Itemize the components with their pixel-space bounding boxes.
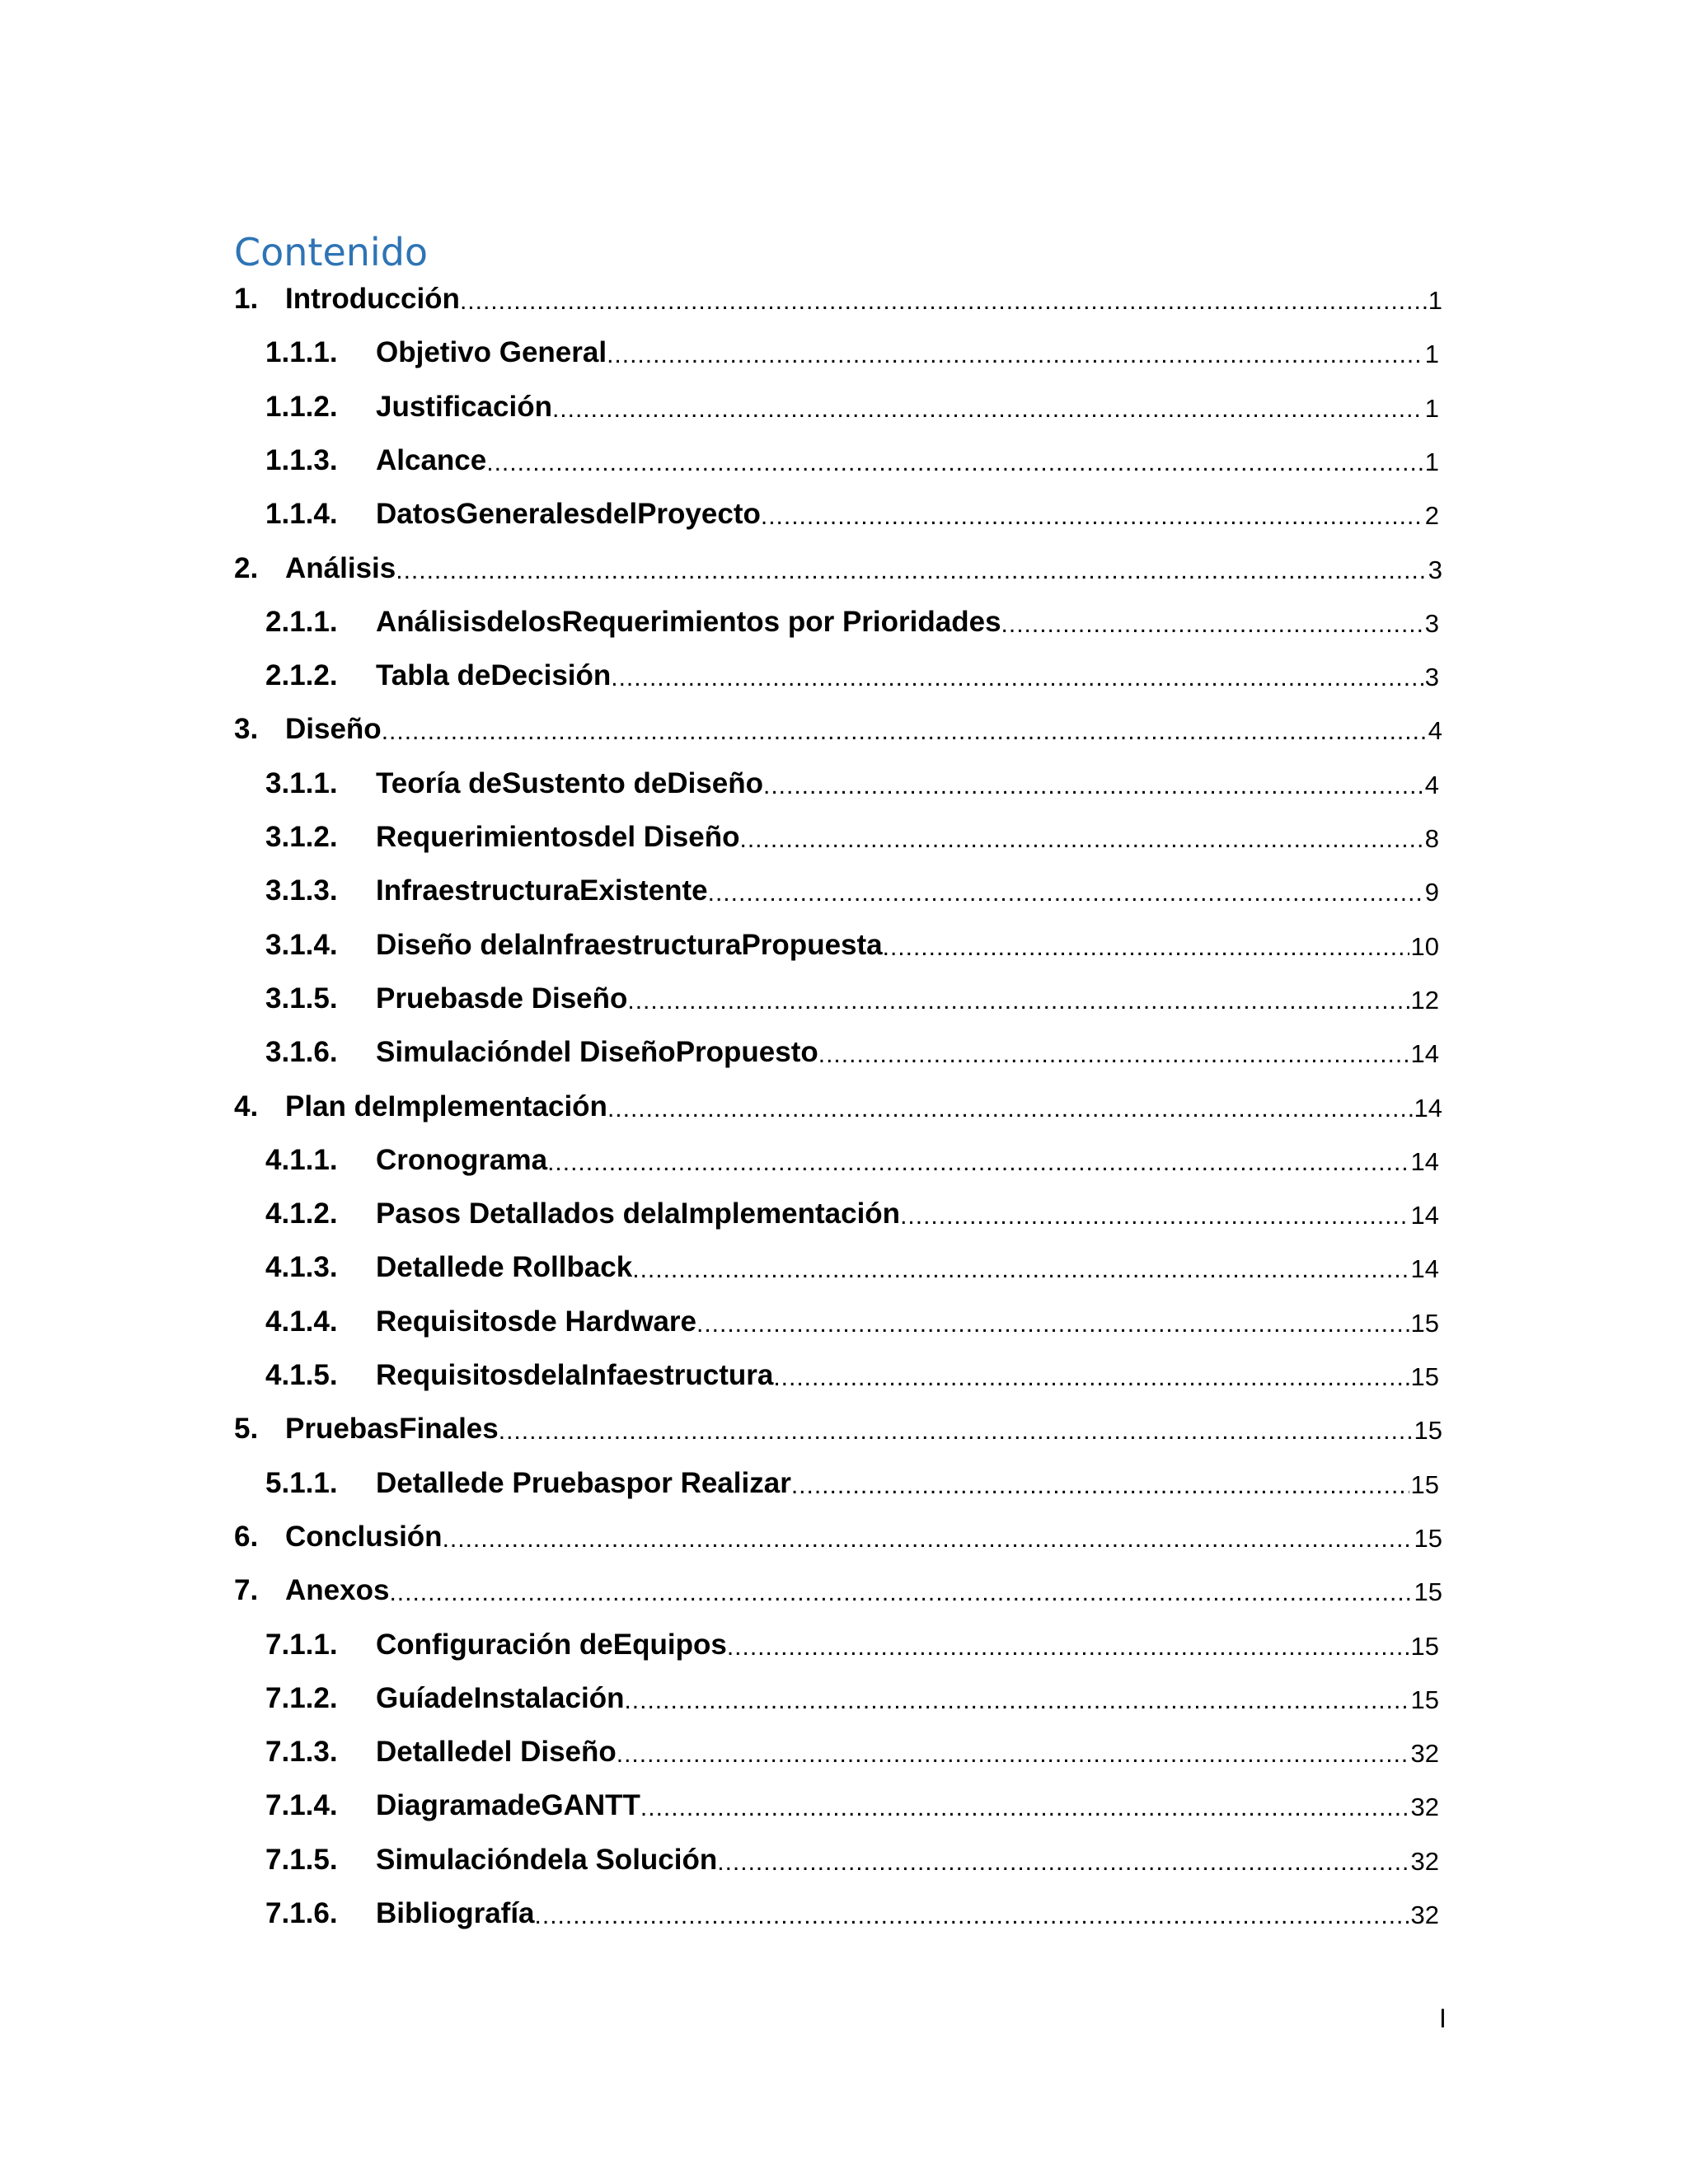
toc-entry[interactable] — [234, 709, 1442, 750]
toc-dot-leader — [382, 714, 1427, 750]
toc-entry-page: 1 — [1424, 393, 1439, 423]
toc-entry-page: 14 — [1414, 1093, 1442, 1122]
toc-dot-leader — [607, 337, 1423, 373]
toc-entry-title: Cronograma — [376, 1143, 548, 1176]
toc-entry[interactable] — [234, 548, 1442, 589]
toc-entry-number: 7. — [234, 1574, 259, 1607]
toc-entry-page: 1 — [1428, 286, 1442, 315]
toc-entry[interactable] — [265, 870, 1439, 912]
toc-entry-number: 7.1.6. — [265, 1897, 338, 1929]
toc-dot-leader — [761, 499, 1423, 535]
toc-entry-title: Tabla deDecisión — [376, 659, 612, 692]
toc-entry[interactable] — [265, 1301, 1439, 1343]
toc-entry[interactable] — [265, 1732, 1439, 1773]
toc-entry-page: 32 — [1410, 1900, 1439, 1929]
toc-entry-page: 14 — [1410, 1039, 1439, 1069]
toc-entry-page: 32 — [1410, 1793, 1439, 1822]
toc-entry[interactable] — [265, 602, 1439, 643]
toc-entry[interactable] — [234, 279, 1442, 320]
toc-entry-page: 15 — [1414, 1577, 1442, 1607]
toc-title: Contenido — [234, 230, 429, 274]
toc-entry[interactable] — [265, 925, 1439, 966]
toc-entry-page: 15 — [1410, 1469, 1439, 1499]
toc-entry[interactable] — [265, 1840, 1439, 1881]
toc-entry-title: Detalledel Diseño — [376, 1736, 617, 1769]
toc-entry[interactable] — [265, 1355, 1439, 1396]
toc-entry-page: 3 — [1424, 608, 1439, 638]
toc-entry-number: 2. — [234, 551, 259, 584]
toc-entry-page: 10 — [1410, 931, 1439, 961]
toc-entry-number: 3.1.2. — [265, 821, 338, 853]
toc-entry-number: 7.1.1. — [265, 1628, 338, 1661]
toc-entry-title: Justificación — [376, 390, 552, 423]
toc-entry-title: Objetivo General — [376, 336, 607, 369]
toc-entry-title: Conclusión — [285, 1520, 443, 1553]
toc-entry-page: 2 — [1424, 501, 1439, 531]
toc-entry-number: 3.1.4. — [265, 928, 338, 961]
toc-dot-leader — [611, 660, 1423, 696]
toc-entry-title: PruebasFinales — [285, 1413, 499, 1446]
toc-dot-leader — [763, 768, 1423, 804]
toc-dot-leader — [396, 553, 1427, 589]
toc-dot-leader — [627, 983, 1409, 1019]
toc-entry-number: 1.1.3. — [265, 443, 338, 476]
toc-entry[interactable] — [265, 1247, 1439, 1288]
toc-dot-leader — [773, 1360, 1409, 1396]
toc-dot-leader — [547, 1145, 1409, 1181]
toc-entry-title: RequisitosdelaInfaestructura — [376, 1359, 774, 1391]
toc-entry-page: 15 — [1410, 1685, 1439, 1714]
toc-dot-leader — [486, 445, 1423, 481]
toc-entry-title: Simulacióndel DiseñoPropuesto — [376, 1036, 818, 1069]
toc-entry-title: GuíadeInstalación — [376, 1681, 625, 1714]
toc-entry[interactable] — [234, 1086, 1442, 1127]
toc-dot-leader — [535, 1898, 1409, 1934]
toc-entry[interactable] — [265, 440, 1439, 481]
toc-entry-number: 1.1.1. — [265, 336, 338, 369]
toc-dot-leader — [717, 1844, 1409, 1881]
toc-entry-title: Configuración deEquipos — [376, 1628, 727, 1661]
toc-entry-page: 1 — [1424, 447, 1439, 476]
toc-entry-title: DatosGeneralesdelProyecto — [376, 498, 761, 531]
toc-entry-number: 1.1.2. — [265, 390, 338, 423]
toc-entry-title: Detallede Rollback — [376, 1251, 633, 1284]
toc-entry[interactable] — [265, 1193, 1439, 1235]
toc-entry-page: 14 — [1410, 1146, 1439, 1176]
toc-entry-page: 12 — [1410, 985, 1439, 1015]
toc-entry-number: 1. — [234, 283, 259, 315]
toc-dot-leader — [389, 1575, 1412, 1611]
toc-entry[interactable] — [265, 387, 1439, 428]
toc-entry-page: 1 — [1424, 340, 1439, 369]
toc-dot-leader — [739, 822, 1423, 858]
toc-entry-page: 8 — [1424, 824, 1439, 853]
toc-entry-number: 4.1.2. — [265, 1197, 338, 1230]
toc-entry-number: 4.1.3. — [265, 1251, 338, 1284]
toc-dot-leader — [727, 1629, 1409, 1666]
toc-entry-title: InfraestructuraExistente — [376, 874, 708, 907]
toc-entry[interactable] — [265, 1678, 1439, 1719]
toc-entry-number: 3.1.6. — [265, 1036, 338, 1069]
toc-dot-leader — [632, 1252, 1409, 1288]
toc-entry-number: 4. — [234, 1090, 259, 1122]
toc-entry-title: Requisitosde Hardware — [376, 1305, 696, 1338]
toc-entry-number: 2.1.2. — [265, 659, 338, 692]
toc-entry[interactable] — [265, 332, 1439, 373]
toc-entry-number: 3.1.5. — [265, 982, 338, 1015]
toc-entry[interactable] — [265, 1785, 1439, 1826]
toc-entry-number: 7.1.4. — [265, 1789, 338, 1822]
toc-dot-leader — [640, 1790, 1409, 1826]
toc-entry[interactable] — [265, 1463, 1439, 1504]
toc-entry[interactable] — [265, 1624, 1439, 1666]
toc-dot-leader — [900, 1198, 1409, 1235]
toc-entry-title: Pruebasde Diseño — [376, 982, 628, 1015]
toc-entry-title: Pasos Detallados delaImplementación — [376, 1197, 901, 1230]
toc-entry-number: 7.1.2. — [265, 1681, 338, 1714]
toc-entry-page: 3 — [1424, 663, 1439, 692]
toc-entry-page: 4 — [1428, 716, 1442, 746]
toc-entry-number: 1.1.4. — [265, 498, 338, 531]
toc-entry-page: 9 — [1424, 878, 1439, 907]
toc-dot-leader — [617, 1736, 1409, 1773]
toc-entry[interactable] — [234, 1570, 1442, 1611]
page-number: I — [1439, 2004, 1447, 2033]
toc-dot-leader — [499, 1413, 1413, 1450]
toc-entry-number: 4.1.4. — [265, 1305, 338, 1338]
toc-entry-title: Anexos — [285, 1574, 390, 1607]
toc-entry[interactable] — [265, 1140, 1439, 1181]
toc-dot-leader — [443, 1521, 1413, 1558]
toc-dot-leader — [1001, 607, 1423, 643]
toc-dot-leader — [607, 1091, 1413, 1127]
toc-entry-page: 15 — [1410, 1362, 1439, 1391]
toc-entry-number: 7.1.3. — [265, 1736, 338, 1769]
toc-entry-number: 5.1.1. — [265, 1466, 338, 1499]
toc-entry-page: 4 — [1424, 770, 1439, 799]
toc-entry-title: DiagramadeGANTT — [376, 1789, 640, 1822]
toc-entry-page: 3 — [1428, 555, 1442, 584]
toc-entry-number: 2.1.1. — [265, 605, 338, 638]
toc-entry-title: AnálisisdelosRequerimientos por Prioridades — [376, 605, 1001, 638]
toc-entry[interactable] — [265, 978, 1439, 1019]
toc-entry[interactable] — [265, 1893, 1439, 1934]
toc-entry[interactable] — [265, 1032, 1439, 1073]
toc-entry[interactable] — [265, 763, 1439, 804]
toc-entry-title: Diseño — [285, 713, 382, 746]
toc-entry-number: 3.1.3. — [265, 874, 338, 907]
toc-dot-leader — [696, 1306, 1409, 1343]
toc-dot-leader — [791, 1468, 1409, 1504]
toc-dot-leader — [624, 1683, 1409, 1719]
toc-entry-page: 14 — [1410, 1254, 1439, 1284]
toc-entry-number: 3.1.1. — [265, 766, 338, 799]
toc-entry-title: Introducción — [285, 283, 460, 315]
toc-entry-title: Requerimientosdel Diseño — [376, 821, 740, 853]
toc-dot-leader — [708, 875, 1423, 912]
toc-entry-title: Plan deImplementación — [285, 1090, 607, 1122]
toc-entry-title: Diseño delaInfraestructuraPropuesta — [376, 928, 883, 961]
toc-entry-page: 32 — [1410, 1739, 1439, 1769]
toc-entry-page: 32 — [1410, 1846, 1439, 1876]
toc-entry-title: Detallede Pruebaspor Realizar — [376, 1466, 791, 1499]
toc-dot-leader — [883, 930, 1409, 966]
toc-entry-page: 15 — [1410, 1308, 1439, 1338]
toc-entry[interactable] — [265, 817, 1439, 858]
toc-entry-title: Análisis — [285, 551, 396, 584]
toc-entry-page: 15 — [1414, 1416, 1442, 1446]
toc-entry-number: 7.1.5. — [265, 1843, 338, 1876]
toc-entry[interactable] — [265, 494, 1439, 535]
toc-entry-title: Alcance — [376, 443, 487, 476]
toc-entry-number: 5. — [234, 1413, 259, 1446]
toc-entry-page: 14 — [1410, 1201, 1439, 1230]
toc-entry[interactable] — [265, 655, 1439, 696]
toc-entry-number: 3. — [234, 713, 259, 746]
toc-entry-number: 4.1.5. — [265, 1359, 338, 1391]
toc-dot-leader — [818, 1037, 1409, 1073]
toc-entry-title: Bibliografía — [376, 1897, 535, 1929]
toc-entry-number: 6. — [234, 1520, 259, 1553]
toc-entry-page: 15 — [1410, 1631, 1439, 1661]
toc-entry-page: 15 — [1414, 1523, 1442, 1553]
toc-entry-number: 4.1.1. — [265, 1143, 338, 1176]
toc-entry[interactable] — [234, 1516, 1442, 1558]
toc-dot-leader — [552, 391, 1423, 428]
toc-entry-title: Teoría deSustento deDiseño — [376, 766, 763, 799]
toc-dot-leader — [460, 284, 1427, 320]
toc-entry[interactable] — [234, 1408, 1442, 1450]
toc-entry-title: Simulacióndela Solución — [376, 1843, 718, 1876]
